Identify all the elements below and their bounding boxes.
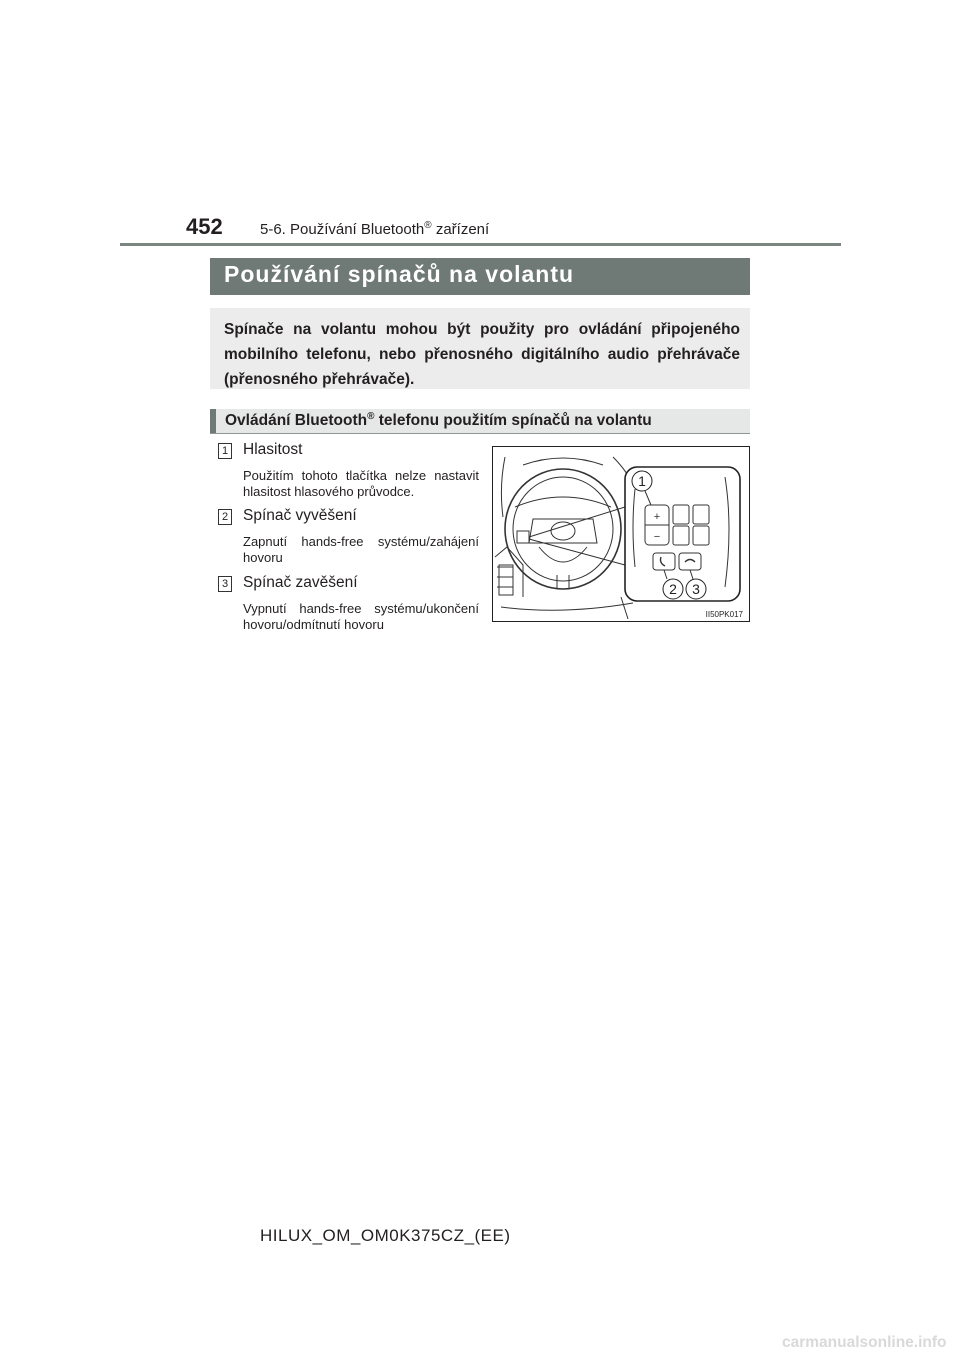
svg-text:3: 3 — [692, 581, 700, 597]
item-description: Použitím tohoto tlačítka nelze nastavit hlasitost hlasového průvodce. — [243, 468, 479, 499]
svg-text:2: 2 — [669, 581, 677, 597]
sub-heading-bar — [210, 409, 216, 433]
item-title: Spínač zavěšení — [243, 574, 358, 591]
intro-text: Spínače na volantu mohou být použity pro ovládání připojeného mobilního telefonu, nebo přenosného digitálního audio přehrávače (přenosného přehrávače). — [210, 308, 750, 389]
item-description: Zapnutí hands-free systému/zahájení hovoru — [243, 534, 479, 565]
item-number: 2 — [218, 509, 232, 525]
svg-text:1: 1 — [638, 473, 646, 489]
item-title: Hlasitost — [243, 441, 303, 458]
steering-wheel-illustration — [492, 446, 750, 622]
watermark: carmanualsonline.info — [782, 1334, 947, 1351]
section-title: 5-6. Používání Bluetooth® zařízení — [260, 220, 490, 238]
sub-heading-text: Ovládání Bluetooth® telefonu použitím spínačů na volantu — [225, 411, 652, 430]
item-number: 1 — [218, 443, 232, 459]
page-number: 452 — [186, 214, 223, 239]
item-title: Spínač vyvěšení — [243, 507, 357, 524]
document-code: HILUX_OM_OM0K375CZ_(EE) — [260, 1226, 511, 1245]
svg-text:−: − — [653, 531, 661, 543]
sub-heading — [210, 409, 750, 434]
svg-text:+: + — [653, 511, 661, 523]
main-heading: Používání spínačů na volantu — [210, 258, 750, 295]
item-description: Vypnutí hands-free systému/ukončení hovoru/odmítnutí hovoru — [243, 601, 479, 632]
figure-code: II50PK017 — [705, 610, 743, 619]
header-divider — [120, 243, 841, 246]
item-number: 3 — [218, 576, 232, 592]
